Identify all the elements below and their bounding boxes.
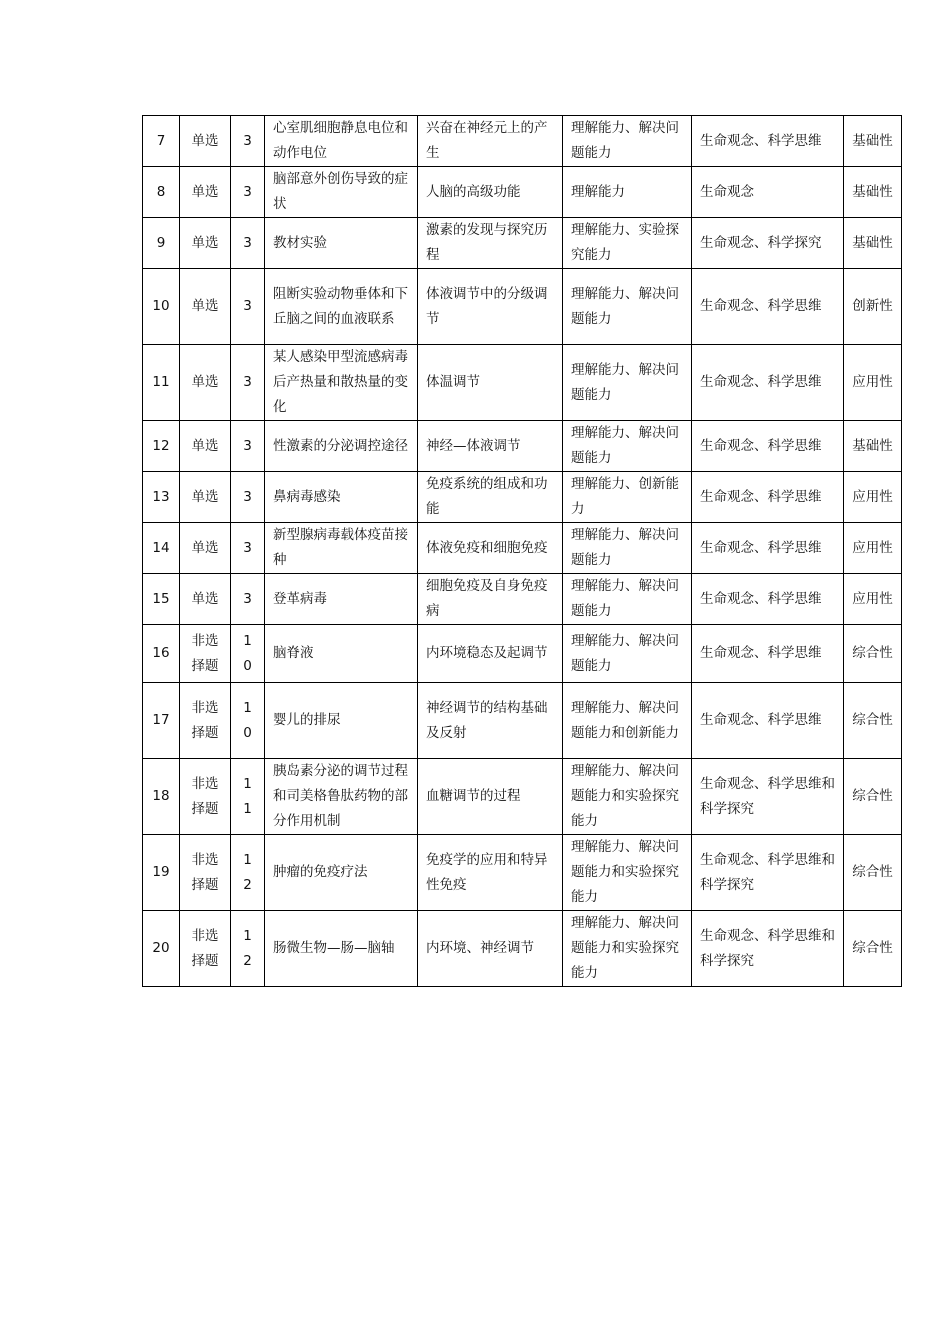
- question-context: 脑部意外创伤导致的症状: [265, 167, 418, 218]
- question-number: 10: [143, 269, 180, 345]
- difficulty-level: 基础性: [844, 218, 902, 269]
- ability-assessed: 理解能力、解决问题能力: [563, 625, 692, 683]
- question-score: 3: [231, 116, 265, 167]
- ability-assessed: 理解能力、解决问题能力: [563, 574, 692, 625]
- question-number: 16: [143, 625, 180, 683]
- difficulty-level: 综合性: [844, 683, 902, 759]
- question-type: 非选择题: [180, 911, 231, 987]
- knowledge-point: 激素的发现与探究历程: [418, 218, 563, 269]
- question-context: 肿瘤的免疫疗法: [265, 835, 418, 911]
- ability-assessed: 理解能力、解决问题能力和创新能力: [563, 683, 692, 759]
- ability-assessed: 理解能力、实验探究能力: [563, 218, 692, 269]
- question-type: 单选: [180, 472, 231, 523]
- question-score: 12: [231, 835, 265, 911]
- core-literacy: 生命观念、科学思维: [692, 523, 844, 574]
- question-type: 单选: [180, 421, 231, 472]
- table-row: [143, 116, 902, 167]
- core-literacy: 生命观念、科学思维: [692, 625, 844, 683]
- difficulty-level: 综合性: [844, 759, 902, 835]
- core-literacy: 生命观念: [692, 167, 844, 218]
- question-spec-table: [142, 115, 902, 987]
- core-literacy: 生命观念、科学思维: [692, 472, 844, 523]
- knowledge-point: 内环境、神经调节: [418, 911, 563, 987]
- ability-assessed: 理解能力: [563, 167, 692, 218]
- question-number: 11: [143, 345, 180, 421]
- question-type: 单选: [180, 269, 231, 345]
- question-type: 单选: [180, 218, 231, 269]
- knowledge-point: 神经调节的结构基础及反射: [418, 683, 563, 759]
- knowledge-point: 体液免疫和细胞免疫: [418, 523, 563, 574]
- ability-assessed: 理解能力、解决问题能力: [563, 269, 692, 345]
- question-score: 3: [231, 574, 265, 625]
- knowledge-point: 免疫学的应用和特异性免疫: [418, 835, 563, 911]
- question-context: 某人感染甲型流感病毒后产热量和散热量的变化: [265, 345, 418, 421]
- difficulty-level: 基础性: [844, 167, 902, 218]
- core-literacy: 生命观念、科学思维和科学探究: [692, 759, 844, 835]
- knowledge-point: 血糖调节的过程: [418, 759, 563, 835]
- table-row: [143, 911, 902, 987]
- knowledge-point: 神经—体液调节: [418, 421, 563, 472]
- question-score: 3: [231, 523, 265, 574]
- ability-assessed: 理解能力、解决问题能力和实验探究能力: [563, 759, 692, 835]
- question-number: 18: [143, 759, 180, 835]
- core-literacy: 生命观念、科学思维: [692, 574, 844, 625]
- ability-assessed: 理解能力、创新能力: [563, 472, 692, 523]
- knowledge-point: 体温调节: [418, 345, 563, 421]
- knowledge-point: 细胞免疫及自身免疫病: [418, 574, 563, 625]
- question-type: 单选: [180, 574, 231, 625]
- question-number: 12: [143, 421, 180, 472]
- core-literacy: 生命观念、科学思维: [692, 345, 844, 421]
- question-number: 15: [143, 574, 180, 625]
- table-body: [143, 116, 902, 987]
- difficulty-level: 基础性: [844, 116, 902, 167]
- table-row: [143, 269, 902, 345]
- question-score: 3: [231, 472, 265, 523]
- core-literacy: 生命观念、科学思维和科学探究: [692, 835, 844, 911]
- question-type: 非选择题: [180, 835, 231, 911]
- question-context: 阻断实验动物垂体和下丘脑之间的血液联系: [265, 269, 418, 345]
- question-number: 19: [143, 835, 180, 911]
- question-context: 鼻病毒感染: [265, 472, 418, 523]
- question-number: 14: [143, 523, 180, 574]
- question-score: 3: [231, 345, 265, 421]
- question-score: 3: [231, 421, 265, 472]
- table-row: [143, 472, 902, 523]
- question-context: 胰岛素分泌的调节过程和司美格鲁肽药物的部分作用机制: [265, 759, 418, 835]
- table-row: [143, 574, 902, 625]
- difficulty-level: 应用性: [844, 472, 902, 523]
- question-score: 3: [231, 167, 265, 218]
- knowledge-point: 免疫系统的组成和功能: [418, 472, 563, 523]
- question-type: 单选: [180, 167, 231, 218]
- question-number: 7: [143, 116, 180, 167]
- core-literacy: 生命观念、科学思维: [692, 269, 844, 345]
- table-row: [143, 835, 902, 911]
- question-score: 11: [231, 759, 265, 835]
- question-score: 10: [231, 625, 265, 683]
- table-row: [143, 167, 902, 218]
- question-type: 单选: [180, 116, 231, 167]
- table-row: [143, 683, 902, 759]
- question-type: 非选择题: [180, 683, 231, 759]
- question-context: 教材实验: [265, 218, 418, 269]
- difficulty-level: 综合性: [844, 911, 902, 987]
- difficulty-level: 综合性: [844, 625, 902, 683]
- table-row: [143, 759, 902, 835]
- table-row: [143, 523, 902, 574]
- core-literacy: 生命观念、科学思维: [692, 116, 844, 167]
- difficulty-level: 应用性: [844, 345, 902, 421]
- ability-assessed: 理解能力、解决问题能力: [563, 345, 692, 421]
- question-type: 非选择题: [180, 759, 231, 835]
- table-row: [143, 218, 902, 269]
- question-context: 新型腺病毒载体疫苗接种: [265, 523, 418, 574]
- ability-assessed: 理解能力、解决问题能力: [563, 421, 692, 472]
- core-literacy: 生命观念、科学思维: [692, 683, 844, 759]
- core-literacy: 生命观念、科学思维和科学探究: [692, 911, 844, 987]
- ability-assessed: 理解能力、解决问题能力: [563, 523, 692, 574]
- question-number: 13: [143, 472, 180, 523]
- question-type: 单选: [180, 523, 231, 574]
- difficulty-level: 基础性: [844, 421, 902, 472]
- question-score: 3: [231, 218, 265, 269]
- ability-assessed: 理解能力、解决问题能力: [563, 116, 692, 167]
- question-number: 17: [143, 683, 180, 759]
- question-context: 肠微生物—肠—脑轴: [265, 911, 418, 987]
- table-row: [143, 421, 902, 472]
- difficulty-level: 创新性: [844, 269, 902, 345]
- ability-assessed: 理解能力、解决问题能力和实验探究能力: [563, 835, 692, 911]
- question-context: 脑脊液: [265, 625, 418, 683]
- difficulty-level: 应用性: [844, 574, 902, 625]
- core-literacy: 生命观念、科学思维: [692, 421, 844, 472]
- ability-assessed: 理解能力、解决问题能力和实验探究能力: [563, 911, 692, 987]
- knowledge-point: 人脑的高级功能: [418, 167, 563, 218]
- question-number: 9: [143, 218, 180, 269]
- core-literacy: 生命观念、科学探究: [692, 218, 844, 269]
- question-score: 10: [231, 683, 265, 759]
- question-type: 非选择题: [180, 625, 231, 683]
- question-context: 心室肌细胞静息电位和动作电位: [265, 116, 418, 167]
- question-context: 登革病毒: [265, 574, 418, 625]
- table-row: [143, 625, 902, 683]
- question-context: 婴儿的排尿: [265, 683, 418, 759]
- difficulty-level: 综合性: [844, 835, 902, 911]
- knowledge-point: 体液调节中的分级调节: [418, 269, 563, 345]
- question-score: 12: [231, 911, 265, 987]
- question-context: 性激素的分泌调控途径: [265, 421, 418, 472]
- difficulty-level: 应用性: [844, 523, 902, 574]
- knowledge-point: 兴奋在神经元上的产生: [418, 116, 563, 167]
- question-number: 20: [143, 911, 180, 987]
- knowledge-point: 内环境稳态及起调节: [418, 625, 563, 683]
- table-row: [143, 345, 902, 421]
- question-number: 8: [143, 167, 180, 218]
- question-type: 单选: [180, 345, 231, 421]
- question-score: 3: [231, 269, 265, 345]
